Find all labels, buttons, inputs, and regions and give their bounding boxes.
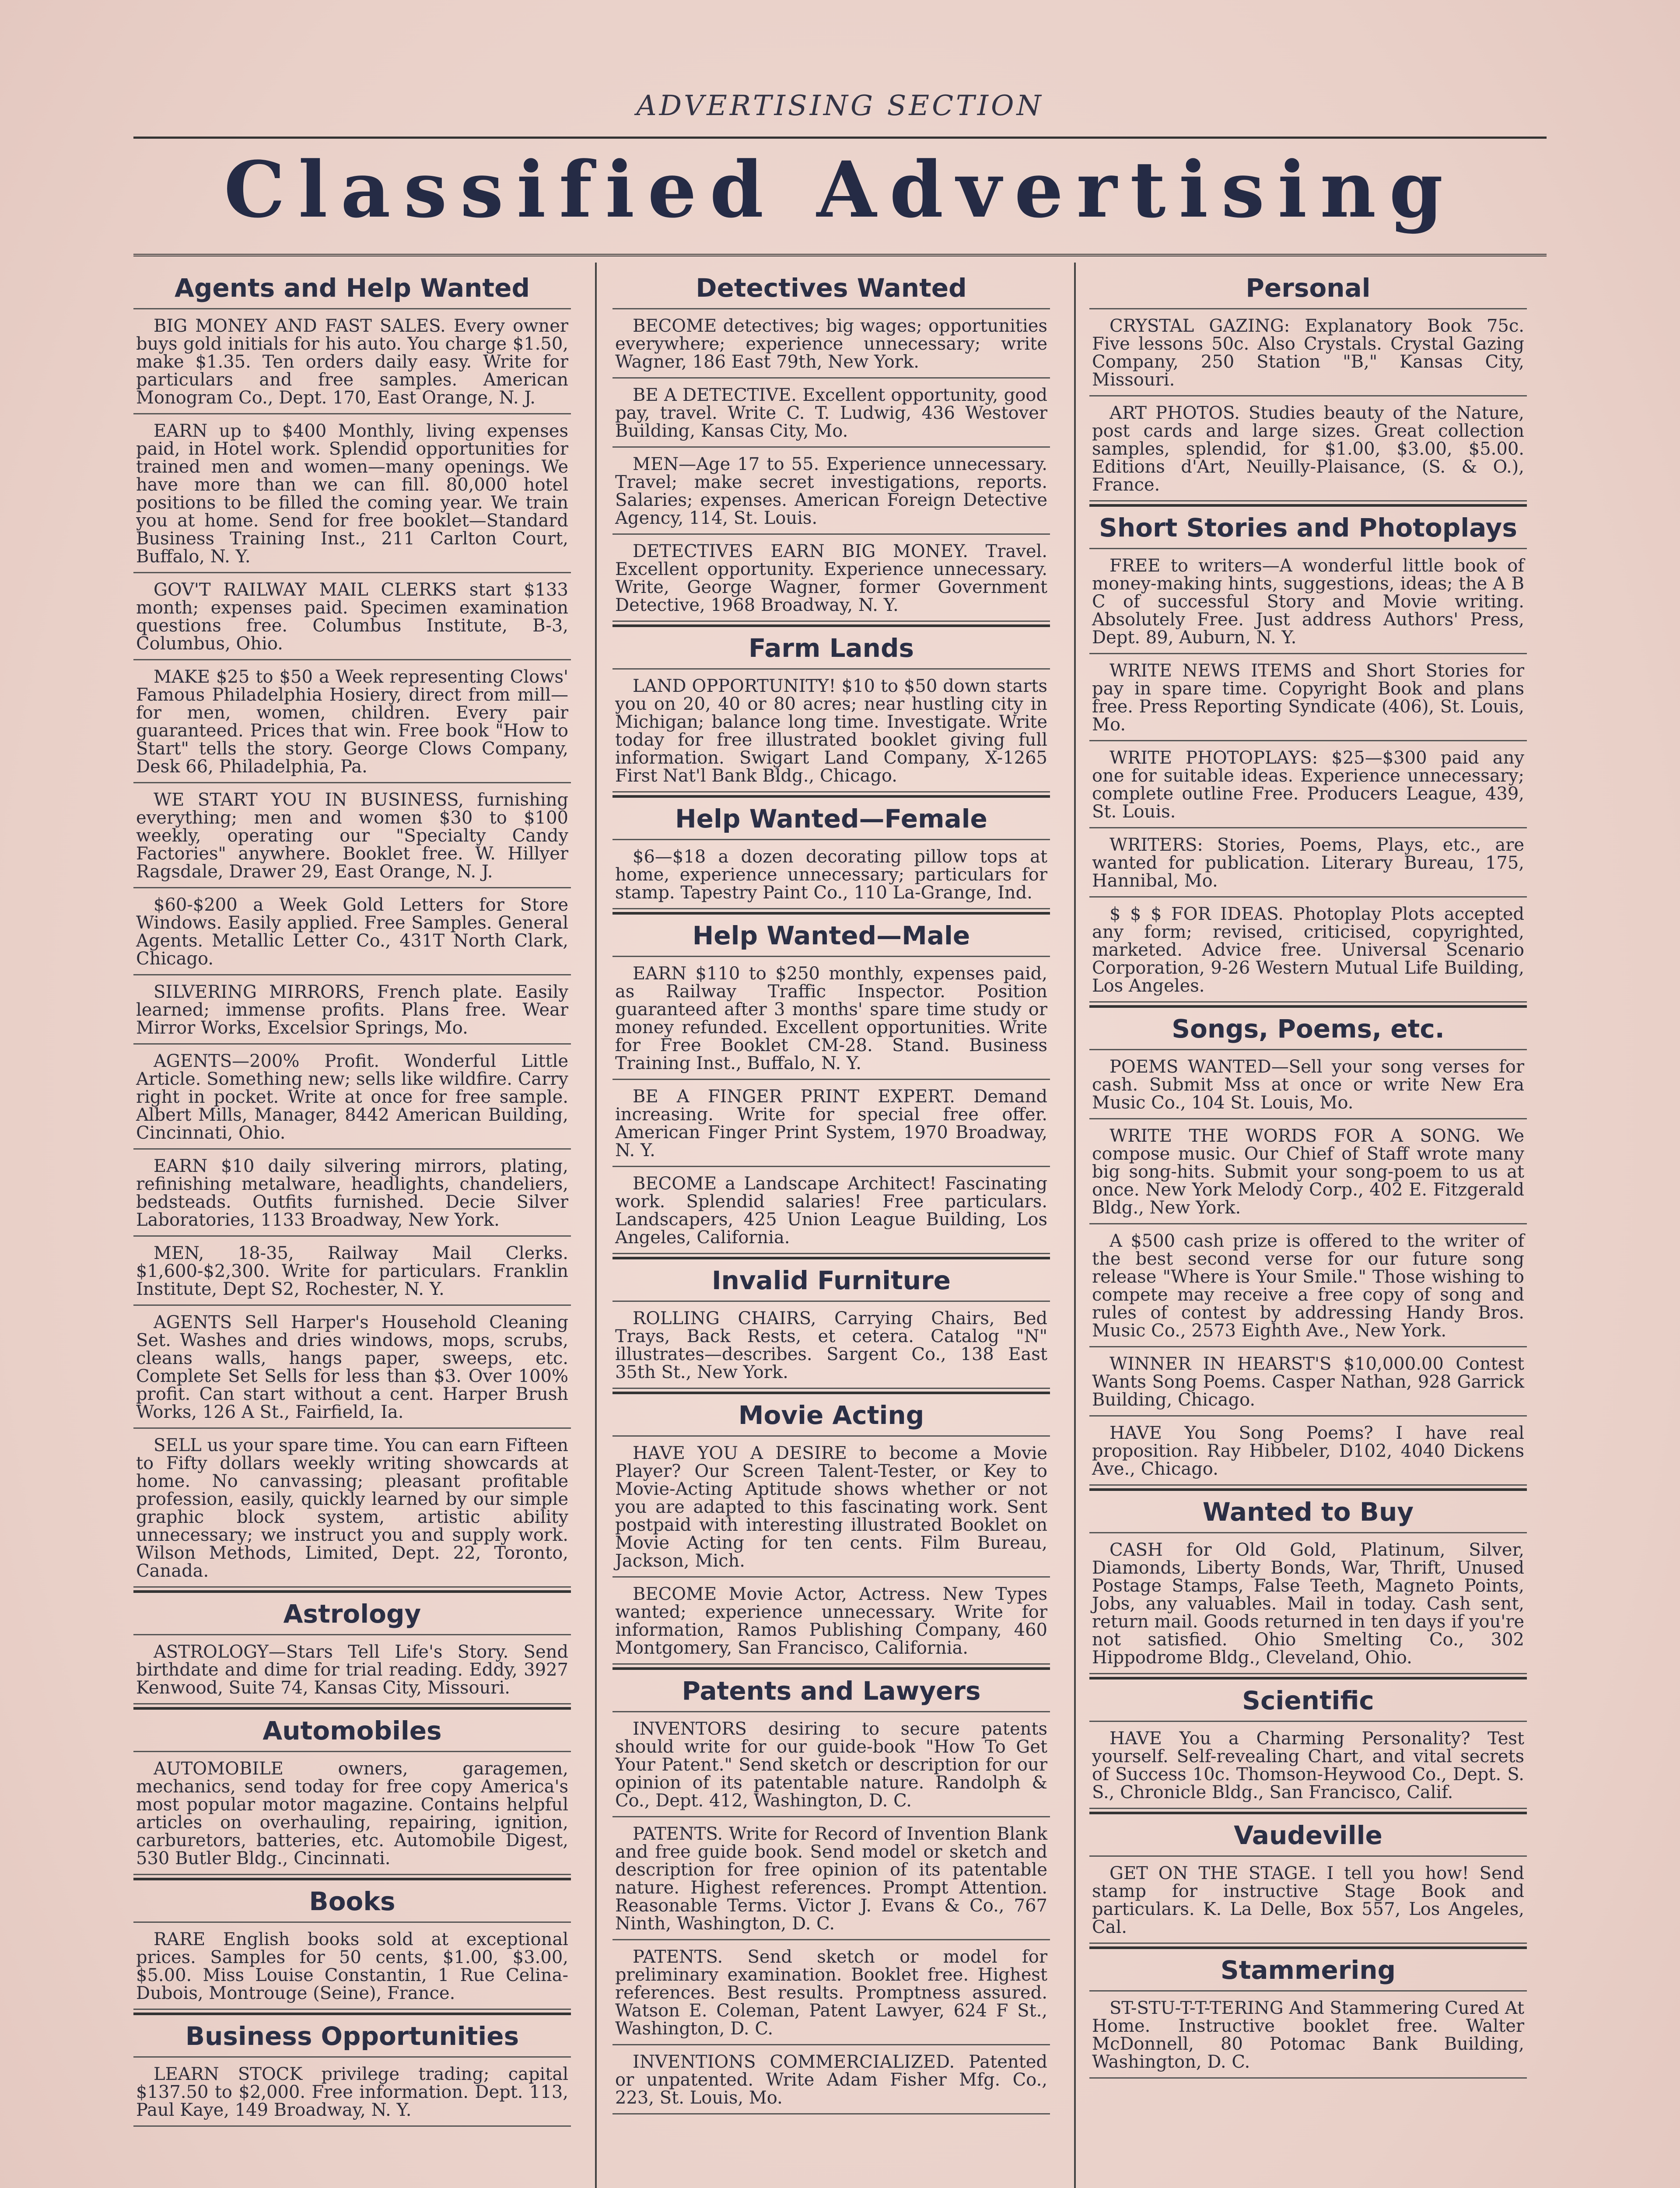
ad-category-section	[1089, 504, 1527, 1003]
classified-ad: MAKE $25 to $50 a Week representing Clows' Famous Philadelphia Hosiery, direct from mill—for men, women, children. Every pair guaranteed. Prices that win. Free book "How to Start" tells the story. George Clows Company, Desk 66, Philadelphia, Pa.	[133, 660, 571, 783]
classified-ad: $ $ $ FOR IDEAS. Photoplay Plots accepted any form; revised, criticised, copyrighted, marketed. Advice free. Universal Scenario Corporation, 9-26 Western Mutual Life Building, Los Angeles.	[1089, 898, 1527, 1003]
classified-ad: GET ON THE STAGE. I tell you how! Send stamp for instructive Stage Book and particulars. K. La Delle, Box 557, Los Angeles, Cal.	[1089, 1857, 1527, 1944]
classified-ad: MEN, 18-35, Railway Mail Clerks. $1,600-$2,300. Write for particulars. Franklin Institute, Dept S2, Rochester, N. Y.	[133, 1237, 571, 1306]
column-3	[1089, 267, 1527, 2188]
column-divider	[595, 263, 597, 2188]
category-heading: Stammering	[1089, 1949, 1527, 1992]
section-header: ADVERTISING SECTION	[636, 90, 1044, 122]
classified-ad: AUTOMOBILE owners, garagemen, mechanics, send today for free copy America's most popular motor magazine. Contains helpful articles on overhauling, repairing, ignition, carburetors, batteries, etc. Automobile Digest, 530 Butler Bldg., Cincinnati.	[133, 1752, 571, 1875]
ad-category-section	[612, 912, 1050, 1254]
category-heading: Patents and Lawyers	[612, 1670, 1050, 1712]
title-rule	[133, 254, 1547, 259]
category-heading: Short Stories and Photoplays	[1089, 507, 1527, 549]
classified-ad: INVENTIONS COMMERCIALIZED. Patented or unpatented. Write Adam Fisher Mfg. Co., 223, St. Louis, Mo.	[612, 2045, 1050, 2114]
classified-ad: WE START YOU IN BUSINESS, furnishing everything; men and women $30 to $100 weekly, operating our "Specialty Candy Factories" anywhere. Booklet free. W. Hillyer Ragsdale, Drawer 29, East Orange, N. J.	[133, 783, 571, 888]
category-heading: Personal	[1089, 267, 1527, 309]
classified-ad: SILVERING MIRRORS, French plate. Easily learned; immense profits. Plans free. Wear Mirror Works, Excelsior Springs, Mo.	[133, 975, 571, 1045]
column-1	[133, 267, 571, 2188]
classified-ad: POEMS WANTED—Sell your song verses for cash. Submit Mss at once or write New Era Music Co., 104 St. Louis, Mo.	[1089, 1050, 1527, 1119]
category-heading: Movie Acting	[612, 1394, 1050, 1437]
ad-category-section	[1089, 1005, 1527, 1486]
category-heading: Agents and Help Wanted	[133, 267, 571, 309]
classified-ad: FREE to writers—A wonderful little book of money-making hints, suggestions, ideas; the A B C of successful Story and Movie writing. Absolutely Free. Just address Authors' Press, Dept. 89, Auburn, N. Y.	[1089, 549, 1527, 654]
classified-ad: EARN up to $400 Monthly, living expenses paid, in Hotel work. Splendid opportunities for trained men and women—many openings. We have more than we can fill. 80,000 hotel positions to be filled the coming year. We train you at home. Send for free booklet—Standard Business Training Inst., 211 Carlton Court, Buffalo, N. Y.	[133, 414, 571, 573]
classified-ad: SELL us your spare time. You can earn Fifteen to Fifty dollars weekly writing showcards at home. No canvassing; pleasant profitable profession, easily, quickly learned by our simple graphic block system, artistic ability unnecessary; we instruct you and supply work. Wilson Methods, Limited, Dept. 22, Toronto, Canada.	[133, 1429, 571, 1588]
classified-ad: HAVE You a Charming Personality? Test yourself. Self-revealing Chart, and vital secrets of Success 10c. Thomson-Heywood Co., Dept. S. S., Chronicle Bldg., San Francisco, Calif.	[1089, 1722, 1527, 1809]
classified-ad: A $500 cash prize is offered to the writer of the best second verse for our future song release "Where is Your Smile." Those wishing to compete may receive a free copy of song and rules of contest by addressing Handy Bros. Music Co., 2573 Eighth Ave., New York.	[1089, 1224, 1527, 1347]
category-heading: Books	[133, 1880, 571, 1923]
classified-ad: BE A FINGER PRINT EXPERT. Demand increasing. Write for special free offer. American Finger Print System, 1970 Broadway, N. Y.	[612, 1080, 1050, 1167]
classified-ad: INVENTORS desiring to secure patents should write for our guide-book "How To Get Your Patent." Send sketch or description for our opinion of its patentable nature. Randolph & Co., Dept. 412, Washington, D. C.	[612, 1712, 1050, 1817]
ad-category-section	[1089, 1812, 1527, 1944]
classified-ad: PATENTS. Write for Record of Invention Blank and free guide book. Send model or sketch and description for free opinion of its patentable nature. Highest references. Prompt Attention. Reasonable Terms. Victor J. Evans & Co., 767 Ninth, Washington, D. C.	[612, 1817, 1050, 1940]
category-heading: Wanted to Buy	[1089, 1491, 1527, 1533]
category-heading: Detectives Wanted	[612, 267, 1050, 309]
classified-ad: HAVE YOU A DESIRE to become a Movie Player? Our Screen Talent-Tester, or Key to Movie-Acting Aptitude shows whether or not you are adapted to this fascinating work. Sent postpaid with interesting illustrated Booklet on Movie Acting for ten cents. Film Bureau, Jackson, Mich.	[612, 1437, 1050, 1578]
classified-ad: ART PHOTOS. Studies beauty of the Nature, post cards and large sizes. Great collection samples, splendid, for $1.00, $3.00, $5.00. Editions d'Art, Neuilly-Plaisance, (S. & O.), France.	[1089, 396, 1527, 501]
classified-ad: MEN—Age 17 to 55. Experience unnecessary. Travel; make secret investigations, reports. Salaries; expenses. American Foreign Detective Agency, 114, St. Louis.	[612, 448, 1050, 535]
column-2	[612, 267, 1050, 2188]
top-rule	[133, 137, 1547, 139]
column-divider	[1074, 263, 1076, 2188]
ad-category-section	[612, 1667, 1050, 2114]
classified-ad: BECOME a Landscape Architect! Fascinating work. Splendid salaries! Free particulars. Landscapers, 425 Union League Building, Los Angeles, California.	[612, 1167, 1050, 1254]
ad-category-section	[1089, 267, 1527, 501]
classified-ad: ST-STU-T-T-TERING And Stammering Cured At Home. Instructive booklet free. Walter McDonnell, 80 Potomac Bank Building, Washington, D. C.	[1089, 1992, 1527, 2079]
ad-category-section	[133, 267, 571, 1588]
page-title: Classified Advertising	[224, 144, 1456, 235]
category-heading: Business Opportunities	[133, 2015, 571, 2058]
category-heading: Farm Lands	[612, 627, 1050, 670]
ad-category-section	[133, 1707, 571, 1875]
classified-ad: WRITERS: Stories, Poems, Plays, etc., are wanted for publication. Literary Bureau, 175, Hannibal, Mo.	[1089, 828, 1527, 898]
ad-category-section	[1089, 1488, 1527, 1674]
classified-ad: DETECTIVES EARN BIG MONEY. Travel. Excellent opportunity. Experience unnecessary. Write, George Wagner, former Government Detective, 1968 Broadway, N. Y.	[612, 535, 1050, 622]
category-heading: Songs, Poems, etc.	[1089, 1008, 1527, 1050]
classified-ad: ROLLING CHAIRS, Carrying Chairs, Bed Trays, Back Rests, et cetera. Catalog "N" illustrates—describes. Sargent Co., 138 East 35th St., New York.	[612, 1302, 1050, 1389]
classified-ad: BECOME detectives; big wages; opportunities everywhere; experience unnecessary; write Wagner, 186 East 79th, New York.	[612, 309, 1050, 379]
classified-ad: RARE English books sold at exceptional prices. Samples for 50 cents, $1.00, $3.00, $5.00. Miss Louise Constantin, 1 Rue Celina-Dubois, Montrouge (Seine), France.	[133, 1923, 571, 2010]
category-heading: Automobiles	[133, 1710, 571, 1752]
classified-ad: HAVE You Song Poems? I have real proposition. Ray Hibbeler, D102, 4040 Dickens Ave., Chicago.	[1089, 1417, 1527, 1486]
ad-category-section	[1089, 1677, 1527, 1809]
classified-ad: CRYSTAL GAZING: Explanatory Book 75c. Five lessons 50c. Also Crystals. Crystal Gazing Company, 250 Station "B," Kansas City, Missouri.	[1089, 309, 1527, 396]
ad-category-section	[1089, 1946, 1527, 2079]
classified-ad: EARN $110 to $250 monthly, expenses paid, as Railway Traffic Inspector. Position guaranteed after 3 months' spare time study or money refunded. Excellent opportunities. Write for Free Booklet CM-28. Stand. Business Training Inst., Buffalo, N. Y.	[612, 957, 1050, 1080]
ad-category-section	[133, 1590, 571, 1704]
classified-ad: LEARN STOCK privilege trading; capital $137.50 to $2,000. Free information. Dept. 113, Paul Kaye, 149 Broadway, N. Y.	[133, 2058, 571, 2127]
classified-ad: $60-$200 a Week Gold Letters for Store Windows. Easily applied. Free Samples. General Agents. Metallic Letter Co., 431T North Clark, Chicago.	[133, 888, 571, 975]
category-heading: Astrology	[133, 1593, 571, 1635]
classified-ad: WRITE PHOTOPLAYS: $25—$300 paid any one for suitable ideas. Experience unnecessary; complete outline Free. Producers League, 439, St. Louis.	[1089, 741, 1527, 828]
classified-ad: WRITE THE WORDS FOR A SONG. We compose music. Our Chief of Staff wrote many big song-hits. Submit your song-poem to us at once. New York Melody Corp., 402 E. Fitzgerald Bldg., New York.	[1089, 1119, 1527, 1224]
classified-ad: GOV'T RAILWAY MAIL CLERKS start $133 month; expenses paid. Specimen examination questions free. Columbus Institute, B-3, Columbus, Ohio.	[133, 573, 571, 660]
ad-category-section	[612, 1392, 1050, 1665]
classified-ad: WINNER IN HEARST'S $10,000.00 Contest Wants Song Poems. Casper Nathan, 928 Garrick Building, Chicago.	[1089, 1347, 1527, 1417]
ad-category-section	[612, 1257, 1050, 1389]
classified-ad: PATENTS. Send sketch or model for preliminary examination. Booklet free. Highest references. Best results. Promptness assured. Watson E. Coleman, Patent Lawyer, 624 F St., Washington, D. C.	[612, 1940, 1050, 2045]
category-heading: Help Wanted—Female	[612, 798, 1050, 840]
category-heading: Scientific	[1089, 1680, 1527, 1722]
classified-ad: ASTROLOGY—Stars Tell Life's Story. Send birthdate and dime for trial reading. Eddy, 3927 Kenwood, Suite 74, Kansas City, Missouri.	[133, 1635, 571, 1704]
ad-category-section	[133, 2013, 571, 2127]
classified-ad: CASH for Old Gold, Platinum, Silver, Diamonds, Liberty Bonds, War, Thrift, Unused Postage Stamps, False Teeth, Magneto Points, Jobs, any valuables. Mail in today. Cash sent, return mail. Goods returned in ten days if you're not satisfied. Ohio Smelting Co., 302 Hippodrome Bldg., Cleveland, Ohio.	[1089, 1533, 1527, 1674]
ad-category-section	[612, 795, 1050, 909]
category-heading: Vaudeville	[1089, 1814, 1527, 1857]
classified-ad: WRITE NEWS ITEMS and Short Stories for pay in spare time. Copyright Book and plans free. Press Reporting Syndicate (406), St. Louis, Mo.	[1089, 654, 1527, 741]
ad-category-section	[612, 267, 1050, 622]
classified-ad: EARN $10 daily silvering mirrors, plating, refinishing metalware, headlights, chandeliers, bedsteads. Outfits furnished. Decie Silver Laboratories, 1133 Broadway, New York.	[133, 1150, 571, 1237]
category-heading: Invalid Furniture	[612, 1259, 1050, 1302]
ad-category-section	[133, 1878, 571, 2010]
classified-ad: BE A DETECTIVE. Excellent opportunity, good pay, travel. Write C. T. Ludwig, 436 Westover Building, Kansas City, Mo.	[612, 379, 1050, 448]
classified-ad: AGENTS Sell Harper's Household Cleaning Set. Washes and dries windows, mops, scrubs, cleans walls, hangs paper, sweeps, etc. Complete Set Sells for less than $3. Over 100% profit. Can start without a cent. Harper Brush Works, 126 A St., Fairfield, Ia.	[133, 1306, 571, 1429]
classified-ad: BECOME Movie Actor, Actress. New Types wanted; experience unnecessary. Write for information, Ramos Publishing Company, 460 Montgomery, San Francisco, California.	[612, 1578, 1050, 1665]
classified-ad: LAND OPPORTUNITY! $10 to $50 down starts you on 20, 40 or 80 acres; near hustling city in Michigan; balance long time. Investigate. Write today for free illustrated booklet giving full information. Swigart Land Company, X-1265 First Nat'l Bank Bldg., Chicago.	[612, 670, 1050, 792]
classified-ad: AGENTS—200% Profit. Wonderful Little Article. Something new; sells like wildfire. Carry right in pocket. Write at once for free sample. Albert Mills, Manager, 8442 American Building, Cincinnati, Ohio.	[133, 1045, 571, 1150]
ad-category-section	[612, 624, 1050, 792]
classified-ad: $6—$18 a dozen decorating pillow tops at home, experience unnecessary; particulars for stamp. Tapestry Paint Co., 110 La-Grange, Ind.	[612, 840, 1050, 909]
classified-ad: BIG MONEY AND FAST SALES. Every owner buys gold initials for his auto. You charge $1.50, make $1.35. Ten orders daily easy. Write for particulars and free samples. American Monogram Co., Dept. 170, East Orange, N. J.	[133, 309, 571, 414]
category-heading: Help Wanted—Male	[612, 915, 1050, 957]
